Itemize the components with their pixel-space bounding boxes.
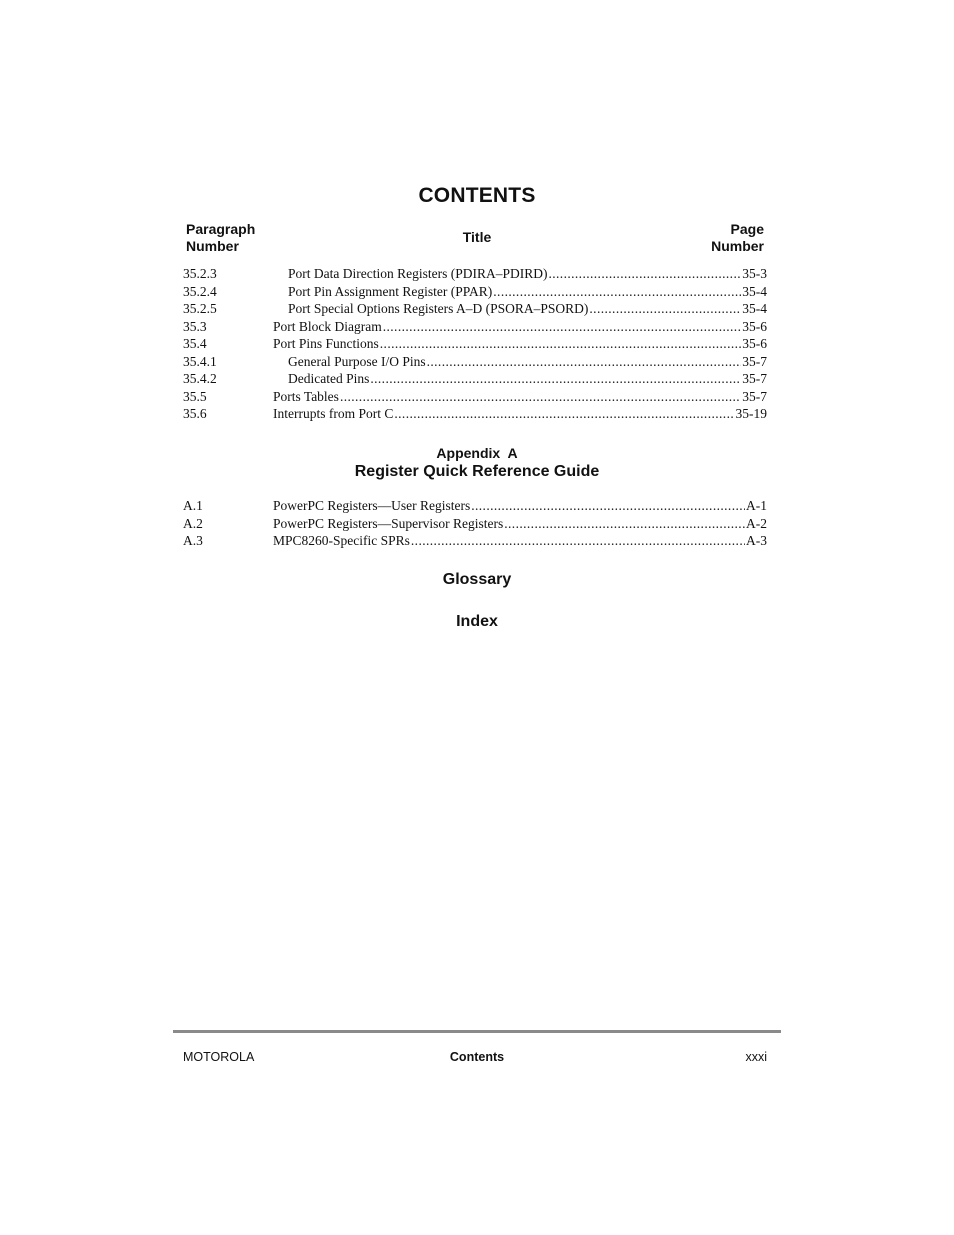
- toc-row[interactable]: [183, 532, 767, 550]
- toc-title: Port Data Direction Registers (PDIRA–PDIRD): [288, 266, 548, 281]
- toc-number: 35.6: [183, 406, 207, 421]
- toc-number: 35.3: [183, 318, 207, 334]
- toc-number: 35.5: [183, 388, 207, 404]
- toc-entry: [273, 388, 767, 406]
- toc-page: 35-6: [742, 318, 767, 334]
- toc-number: 35.2.3: [183, 266, 217, 281]
- toc-leader-dots: [370, 370, 741, 388]
- toc-title: Port Block Diagram: [273, 318, 382, 334]
- toc-leader-dots: [589, 300, 741, 318]
- footer-section-title: Contents: [449, 1050, 505, 1064]
- toc-leader-dots: [383, 318, 742, 336]
- toc-row[interactable]: [183, 405, 767, 423]
- toc-entry: [273, 515, 767, 533]
- toc-row[interactable]: [183, 318, 767, 336]
- header-page-number: [711, 221, 764, 255]
- toc-title: Port Special Options Registers A–D (PSORA–PSORD): [288, 301, 589, 316]
- toc-entry: [273, 532, 767, 550]
- toc-leader-dots: [411, 532, 745, 550]
- appendix-title[interactable]: Register Quick Reference Guide: [354, 463, 600, 480]
- toc-row[interactable]: [183, 388, 767, 406]
- toc-page: 35-3: [742, 266, 767, 281]
- index-heading[interactable]: Index: [456, 613, 498, 630]
- footer-page-number: xxxi: [745, 1050, 767, 1064]
- toc-row[interactable]: [183, 497, 767, 515]
- toc-title: PowerPC Registers—User Registers: [273, 498, 471, 513]
- toc-number: 35.4: [183, 336, 207, 351]
- toc-title: Interrupts from Port C: [273, 406, 394, 421]
- toc-leader-dots: [380, 335, 741, 353]
- header-title: Title: [462, 229, 492, 245]
- page-title: CONTENTS: [418, 184, 536, 207]
- toc-number: A.1: [183, 498, 203, 513]
- toc-row[interactable]: [183, 370, 767, 388]
- toc-page: 35-7: [742, 371, 767, 386]
- toc-leader-dots: [493, 283, 741, 301]
- glossary-heading[interactable]: Glossary: [442, 571, 512, 588]
- header-paragraph-line1: Paragraph: [186, 221, 256, 237]
- toc-title: General Purpose I/O Pins: [288, 353, 426, 369]
- toc-leader-dots: [427, 353, 742, 371]
- toc-page: A-3: [746, 533, 767, 548]
- toc-row[interactable]: [183, 265, 767, 283]
- toc-appendix-a: [183, 497, 767, 550]
- toc-leader-dots: [504, 515, 745, 533]
- toc-title: Ports Tables: [273, 388, 339, 404]
- toc-page: 35-4: [742, 301, 767, 316]
- toc-row[interactable]: [183, 335, 767, 353]
- header-paragraph-line2: Number: [186, 238, 239, 254]
- footer-company: MOTOROLA: [183, 1050, 255, 1064]
- toc-section-35: [183, 265, 767, 423]
- toc-leader-dots: [471, 497, 745, 515]
- toc-title: Port Pins Functions: [273, 336, 379, 351]
- toc-row[interactable]: [183, 283, 767, 301]
- toc-entry: [288, 265, 767, 283]
- toc-row[interactable]: [183, 300, 767, 318]
- toc-entry: [288, 300, 767, 318]
- toc-entry: [273, 318, 767, 336]
- toc-entry: [288, 370, 767, 388]
- toc-page: 35-19: [735, 406, 767, 421]
- toc-page: 35-7: [742, 388, 767, 404]
- toc-row[interactable]: [183, 515, 767, 533]
- toc-number: A.3: [183, 533, 203, 548]
- footer-divider: [173, 1030, 781, 1033]
- toc-entry: [273, 405, 767, 423]
- toc-entry: [288, 283, 767, 301]
- toc-row[interactable]: [183, 353, 767, 371]
- toc-number: 35.2.4: [183, 283, 217, 299]
- toc-title: PowerPC Registers—Supervisor Registers: [273, 515, 504, 531]
- appendix-label: Appendix A: [436, 445, 518, 461]
- toc-leader-dots: [340, 388, 741, 406]
- toc-page: 35-6: [742, 336, 767, 351]
- toc-number: 35.4.2: [183, 371, 217, 386]
- toc-entry: [273, 335, 767, 353]
- toc-title: Port Pin Assignment Register (PPAR): [288, 283, 493, 299]
- header-page-line1: Page: [730, 221, 764, 237]
- toc-page: A-1: [746, 498, 767, 513]
- toc-number: 35.2.5: [183, 301, 217, 316]
- toc-title: MPC8260-Specific SPRs: [273, 533, 410, 548]
- toc-leader-dots: [548, 265, 741, 283]
- toc-entry: [273, 497, 767, 515]
- toc-title: Dedicated Pins: [288, 371, 370, 386]
- toc-leader-dots: [394, 405, 734, 423]
- toc-entry: [288, 353, 767, 371]
- header-page-line2: Number: [711, 238, 764, 254]
- toc-number: 35.4.1: [183, 353, 217, 369]
- toc-page: 35-7: [742, 353, 767, 369]
- toc-number: A.2: [183, 515, 203, 531]
- toc-page: A-2: [746, 515, 767, 531]
- toc-page: 35-4: [742, 283, 767, 299]
